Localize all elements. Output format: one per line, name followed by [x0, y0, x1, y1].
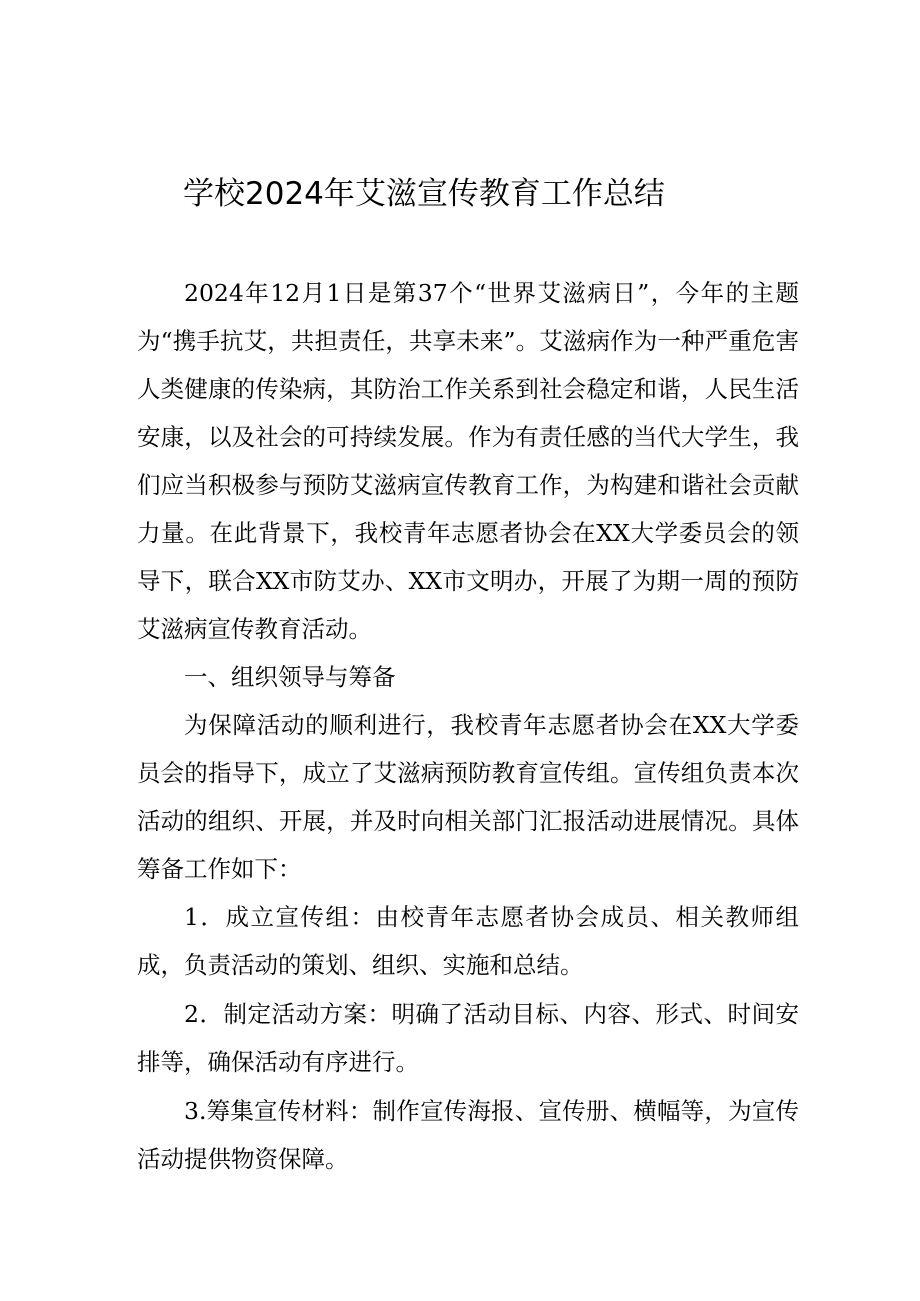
section-paragraph: 为保障活动的顺利进行，我校青年志愿者协会在XX大学委员会的指导下，成立了艾滋病预防教育宣传组。宣传组负责本次活动的组织、开展，并及时向相关部门汇报活动进展情况。具体筹备工作如下： [137, 711, 799, 883]
list-item: 2．制定活动方案：明确了活动目标、内容、形式、时间安排等，确保活动有序进行。 [137, 1000, 799, 1076]
intro-paragraph: 2024年12月1日是第37个“世界艾滋病日”，今年的主题为“携手抗艾，共担责任，共享未来”。艾滋病作为一种严重危害人类健康的传染病，其防治工作关系到社会稳定和谐，人民生活安康，以及社会的可持续发展。作为有责任感的当代大学生，我们应当积极参与预防艾滋病宣传教育工作，为构建和谐社会贡献力量。在此背景下，我校青年志愿者协会在XX大学委员会的领导下，联合XX市防艾办、XX市文明办，开展了为期一周的预防艾滋病宣传教育活动。 [137, 279, 799, 643]
section-heading: 一、组织领导与筹备 [184, 663, 396, 691]
list-item: 3.筹集宣传材料：制作宣传海报、宣传册、横幅等，为宣传活动提供物资保障。 [137, 1097, 799, 1173]
list-item: 1．成立宣传组：由校青年志愿者协会成员、相关教师组成，负责活动的策划、组织、实施和总结。 [137, 903, 799, 979]
document-title: 学校2024年艾滋宣传教育工作总结 [183, 176, 665, 212]
